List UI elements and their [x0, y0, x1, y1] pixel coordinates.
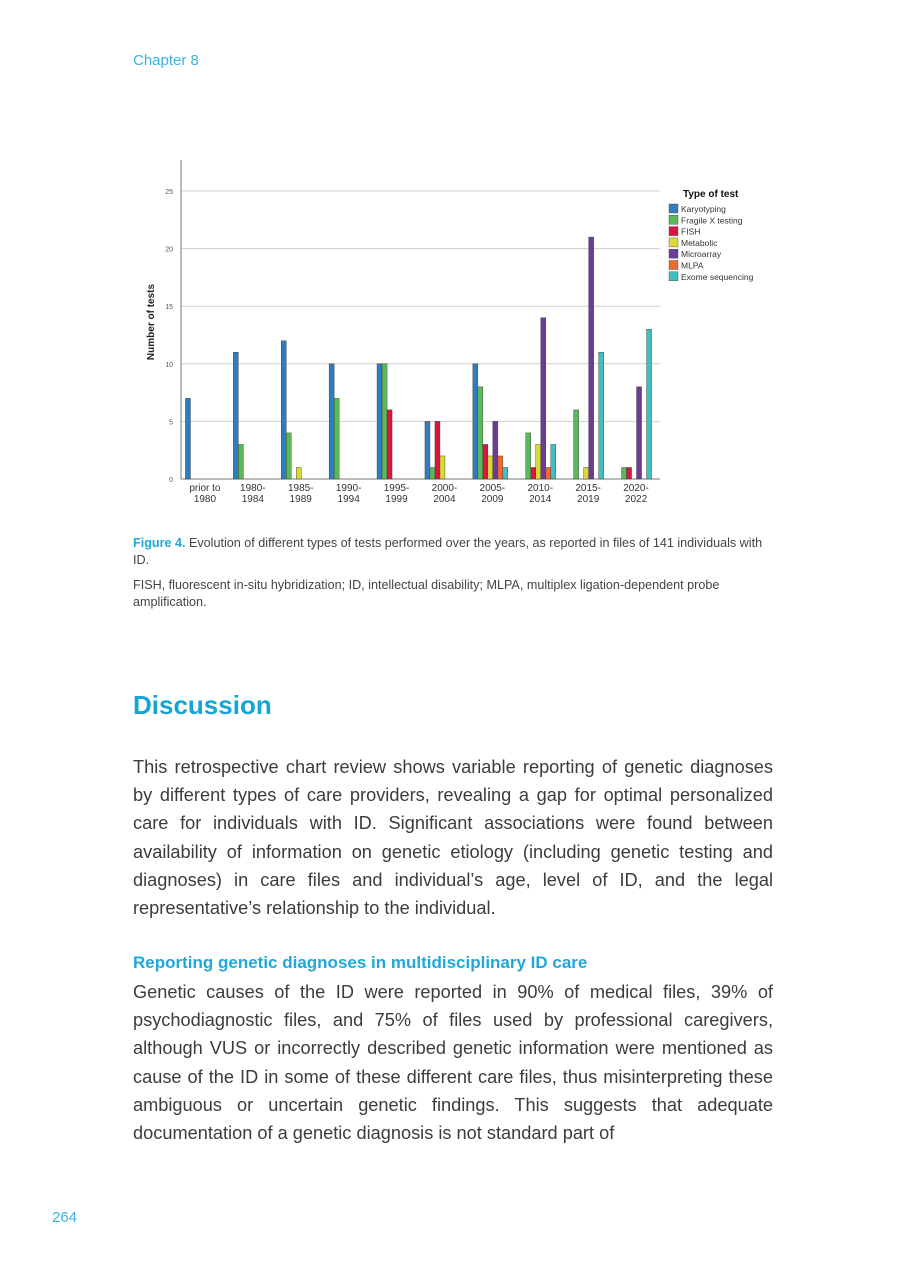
bar: [425, 421, 430, 479]
chapter-header: Chapter 8: [133, 52, 199, 69]
bar: [478, 387, 483, 479]
bar: [526, 433, 531, 479]
x-tick-label: 1984: [241, 494, 264, 505]
figure-caption: [133, 535, 773, 619]
bar: [286, 433, 291, 479]
x-tick-label: 2020-: [623, 483, 649, 494]
legend-swatch: [669, 261, 678, 270]
bar: [637, 387, 642, 479]
bar: [329, 364, 334, 479]
x-tick-label: 2010-: [527, 483, 554, 494]
section-heading-discussion: Discussion: [133, 690, 272, 720]
legend-label: Metabolic: [681, 237, 718, 248]
page-number: 264: [52, 1209, 78, 1226]
bar: [430, 467, 435, 479]
y-tick-label: 15: [165, 304, 173, 312]
legend-title: Type of test: [683, 189, 739, 200]
x-tick-label: 1995-: [383, 483, 410, 494]
y-axis-label: Number of tests: [146, 283, 157, 361]
legend-swatch: [669, 227, 678, 236]
discussion-paragraph-1: This retrospective chart review shows variable reporting of genetic diagnoses by different types of care providers, revealing a gap for optimal personalized care for individuals with ID. Significant associations were found between availability of information on genetic etiology (including genetic testing and diagnoses) in care files and individual’s age, level of ID, and the legal representative’s relationship to the individual.: [133, 757, 773, 919]
x-tick-label: 2004: [433, 494, 456, 505]
chart-canvas: [140, 150, 780, 520]
bar: [238, 444, 243, 479]
bar: [185, 398, 190, 479]
caption-text: [133, 535, 773, 569]
x-tick-label: 1980-: [240, 483, 266, 494]
x-tick-label: 2014: [529, 494, 552, 505]
x-tick-label: 2009: [481, 494, 504, 505]
legend-swatch: [669, 249, 678, 258]
y-tick-label: 0: [169, 477, 173, 484]
x-tick-label: 1994: [337, 494, 360, 505]
x-tick-label: 1985-: [287, 483, 314, 494]
bar: [483, 444, 488, 479]
legend-label: FISH: [681, 226, 701, 237]
bar-chart: [140, 150, 780, 520]
bar: [440, 456, 445, 479]
bar: [589, 237, 594, 479]
x-tick-label: 1999: [385, 494, 408, 505]
bar: [546, 467, 551, 479]
bar: [541, 318, 546, 479]
legend-label: Fragile X testing: [681, 215, 743, 226]
legend-swatch: [669, 204, 678, 213]
caption-abbreviations: FISH, fluorescent in-situ hybridization; ID, intellectual disability; MLPA, multiplex ligation-dependent probe amplification.: [133, 578, 720, 609]
bar: [647, 329, 652, 479]
bar: [382, 364, 387, 479]
legend-label: MLPA: [681, 260, 704, 271]
bar: [584, 467, 589, 479]
bar: [488, 456, 493, 479]
x-tick-label: 1990-: [335, 483, 362, 494]
x-tick-label: 1989: [289, 494, 312, 505]
x-tick-label: 2005-: [479, 483, 506, 494]
bar: [493, 421, 498, 479]
y-tick-label: 20: [165, 246, 173, 254]
bar: [503, 467, 508, 479]
bar: [473, 364, 478, 479]
y-tick-label: 25: [165, 189, 173, 196]
bar: [296, 467, 301, 479]
bar: [551, 444, 556, 479]
caption-body: Evolution of different types of tests performed over the years, as reported in files of 141 individuals with ID.: [133, 536, 763, 567]
bar: [377, 364, 382, 479]
bar: [599, 352, 604, 479]
bar: [498, 456, 503, 479]
y-tick-label: 10: [165, 361, 173, 369]
x-tick-label: 2015-: [575, 483, 601, 494]
bar: [334, 398, 339, 479]
legend-swatch: [669, 215, 678, 224]
legend-label: Karyotyping: [681, 204, 726, 214]
bar: [622, 467, 627, 479]
legend-swatch: [669, 238, 678, 247]
subsection-heading: Reporting genetic diagnoses in multidisciplinary ID care: [133, 953, 588, 972]
bar: [435, 421, 440, 479]
discussion-paragraph-2: Genetic causes of the ID were reported in 90% of medical files, 39% of psychodiagnostic files, and 75% of files used by professional caregivers, although VUS or incorrectly described genetic information were mentioned as cause of the ID in some of these different care files, thus misinterpreting these ambiguous or uncertain genetic findings. This suggests that adequate documentation of a genetic diagnosis is not standard part of: [133, 982, 773, 1144]
bar: [627, 467, 632, 479]
x-tick-label: prior to: [189, 483, 221, 494]
bar: [574, 410, 579, 479]
bar: [536, 444, 541, 479]
x-tick-label: 2022: [624, 494, 648, 505]
x-tick-label: 2019: [577, 494, 600, 505]
legend-swatch: [669, 272, 678, 281]
bar: [233, 352, 238, 479]
bar: [281, 341, 286, 479]
y-tick-label: 5: [169, 419, 173, 427]
bar: [531, 467, 536, 479]
x-tick-label: 2000-: [431, 483, 458, 494]
x-tick-label: 1980: [193, 494, 217, 505]
legend-label: Exome sequencing: [681, 271, 754, 282]
bar: [387, 410, 392, 479]
figure-label: Figure 4.: [133, 536, 186, 550]
legend-label: Microarray: [681, 249, 722, 260]
